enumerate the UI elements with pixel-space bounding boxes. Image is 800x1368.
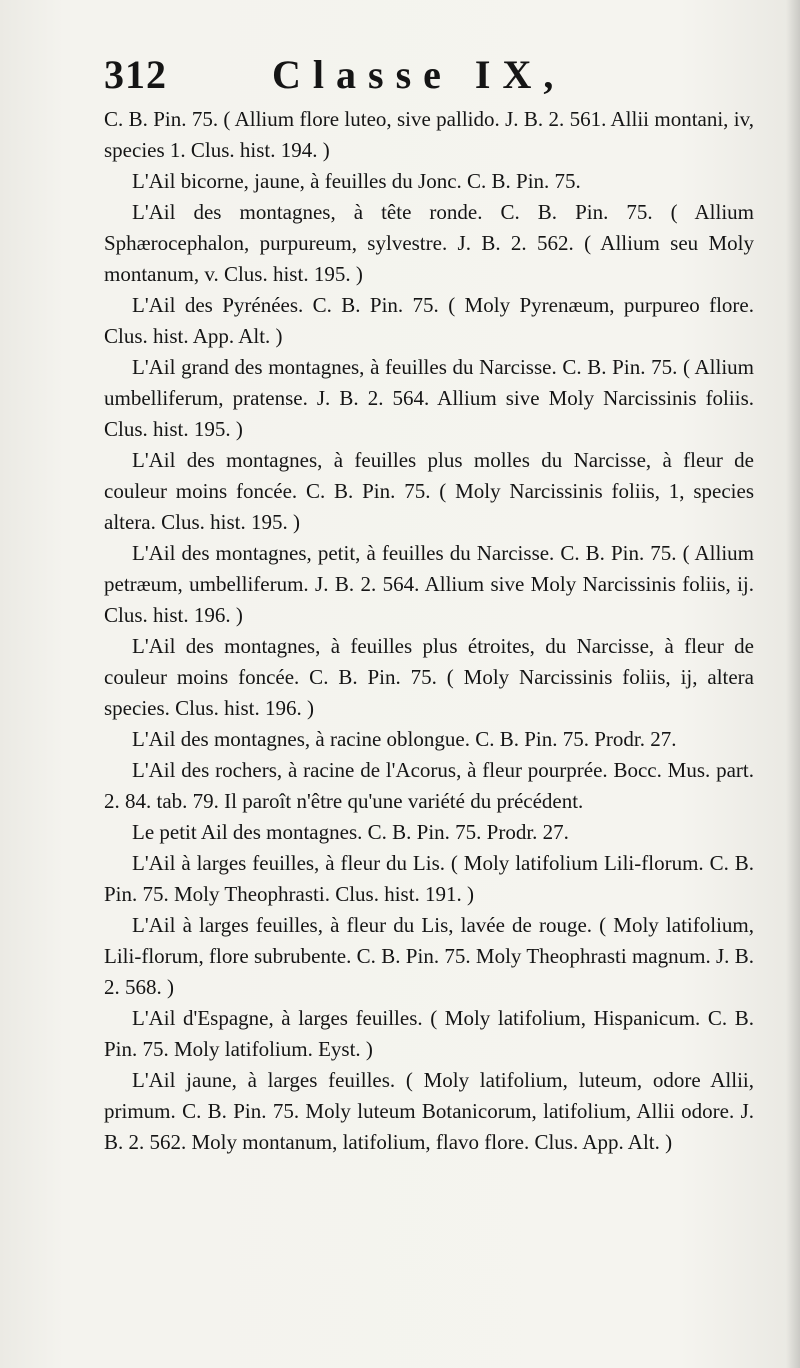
paragraph: L'Ail à larges feuilles, à fleur du Lis, lavée de rouge. ( Moly latifolium, Lili-florum, flore subrubente. C. B. Pin. 75. Moly Theophrasti magnum. J. B. 2. 568. ) [104,913,754,999]
paragraph: L'Ail jaune, à larges feuilles. ( Moly latifolium, luteum, odore Allii, primum. C. B. Pin. 75. Moly luteum Botanicorum, latifolium, Allii odore. J. B. 2. 562. Moly montanum, latifolium, flavo flore. Clus. App. Alt. ) [104,1068,754,1154]
page-header [104,52,794,104]
paragraph: L'Ail des Pyrénées. C. B. Pin. 75. ( Moly Pyrenæum, purpureo flore. Clus. hist. App. Alt. ) [104,293,754,348]
page-number: 312 [104,52,167,97]
paragraph: L'Ail des montagnes, à racine oblongue. C. B. Pin. 75. Prodr. 27. [132,727,677,751]
paragraph: L'Ail bicorne, jaune, à feuilles du Jonc. C. B. Pin. 75. [132,169,581,193]
paragraph: C. B. Pin. 75. ( Allium flore luteo, sive pallido. J. B. 2. 561. Allii montani, iv, species 1. Clus. hist. 194. ) [104,107,754,162]
page-edge-shadow [786,0,800,1368]
paragraph: L'Ail grand des montagnes, à feuilles du Narcisse. C. B. Pin. 75. ( Allium umbelliferum, pratense. J. B. 2. 564. Allium sive Moly Narcissinis foliis. Clus. hist. 195. ) [104,355,754,441]
paragraph: L'Ail des montagnes, petit, à feuilles du Narcisse. C. B. Pin. 75. ( Allium petræum, umbelliferum. J. B. 2. 564. Allium sive Moly Narcissinis foliis, ij. Clus. hist. 196. ) [104,541,754,627]
paragraph: L'Ail des montagnes, à tête ronde. C. B. Pin. 75. ( Allium Sphærocephalon, purpureum, sylvestre. J. B. 2. 562. ( Allium seu Moly montanum, v. Clus. hist. 195. ) [104,200,754,286]
paragraph: L'Ail des montagnes, à feuilles plus molles du Narcisse, à fleur de couleur moins foncée. C. B. Pin. 75. ( Moly Narcissinis foliis, 1, species altera. Clus. hist. 195. ) [104,448,754,534]
paragraph: L'Ail à larges feuilles, à fleur du Lis. ( Moly latifolium Lili-florum. C. B. Pin. 75. Moly Theophrasti. Clus. hist. 191. ) [104,851,754,906]
paragraph: L'Ail des rochers, à racine de l'Acorus, à fleur pourprée. Bocc. Mus. part. 2. 84. tab. 79. Il paroît n'être qu'une variété du précédent. [104,758,754,813]
running-title: Classe IX, [272,52,566,97]
paragraph: Le petit Ail des montagnes. C. B. Pin. 75. Prodr. 27. [132,820,569,844]
paragraph: L'Ail des montagnes, à feuilles plus étroites, du Narcisse, à fleur de couleur moins foncée. C. B. Pin. 75. ( Moly Narcissinis foliis, ij, altera species. Clus. hist. 196. ) [104,634,754,720]
body-text [104,104,754,1158]
paragraph: L'Ail d'Espagne, à larges feuilles. ( Moly latifolium, Hispanicum. C. B. Pin. 75. Moly latifolium. Eyst. ) [104,1006,754,1061]
